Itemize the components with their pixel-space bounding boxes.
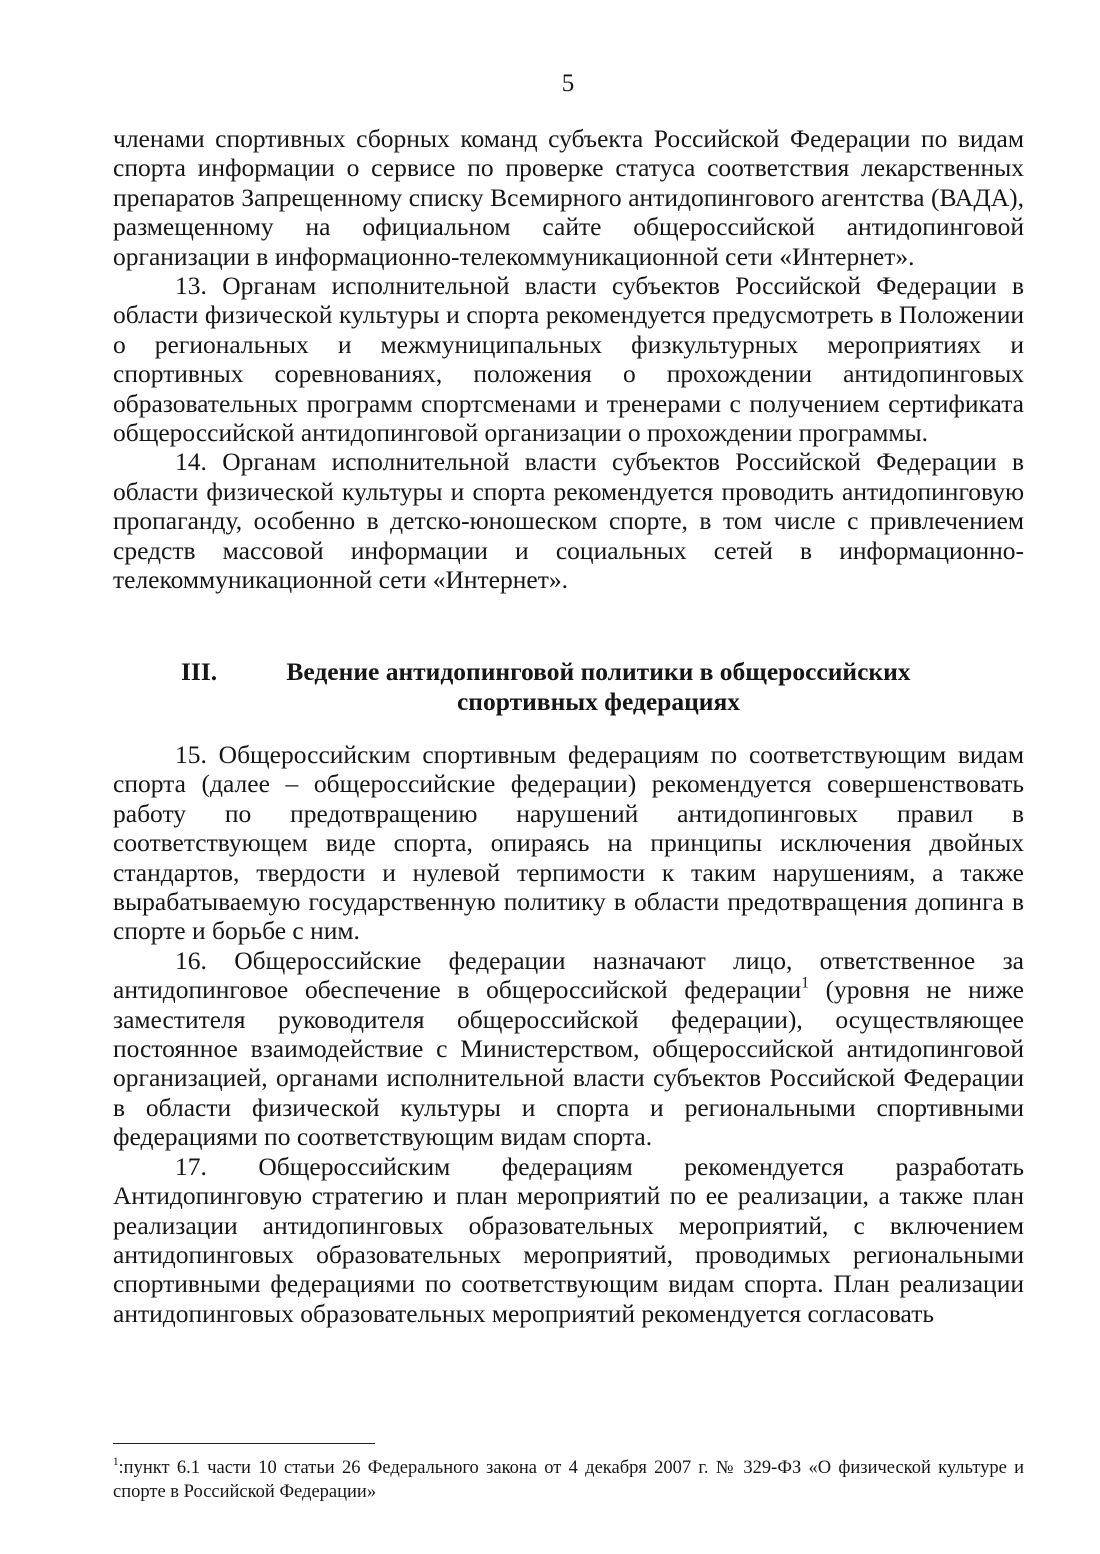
- paragraph-13: 13. Органам исполнительной власти субъектов Российской Федерации в области физической культуры и спорта рекомендуется предусмотреть в Положении о региональных и межмуниципальных физкультурных мероприятиях и спортивных соревнованиях, положения о прохождении антидопинговых образовательных программ спортсменами и тренерами с получением сертификата общероссийской антидопинговой организации о прохождении программы.: [113, 271, 1024, 448]
- section-title-line-2: спортивных федерациях: [456, 687, 741, 716]
- footnote-text: :пункт 6.1 части 10 статьи 26 Федерального закона от 4 декабря 2007 г. № 329-ФЗ «О физической культуре и спорте в Российской Федерации»: [113, 1458, 1024, 1502]
- section-title-line-1: Ведение антидопинговой политики в общероссийских: [286, 657, 911, 686]
- footnote-reference: 1: [801, 974, 809, 992]
- section-number: III.: [181, 657, 218, 686]
- paragraph-14: 14. Органам исполнительной власти субъектов Российской Федерации в области физической культуры и спорта рекомендуется проводить антидопинговую пропаганду, особенно в детско-юношеском спорте, в том числе с привлечением средств массовой информации и социальных сетей в информационно-телекоммуникационной сети «Интернет».: [113, 447, 1024, 595]
- paragraph-16-part-1: 16. Общероссийские федерации назначают лицо, ответственное за антидопинговое обеспечение в общероссийской федерации: [113, 945, 1024, 1005]
- paragraph-17: 17. Общероссийским федерациям рекомендуется разработать Антидопинговую стратегию и план мероприятий по ее реализации, а также план реализации антидопинговых образовательных мероприятий, с включением антидопинговых образовательных мероприятий, проводимых региональными спортивными федерациями по соответствующим видам спорта. План реализации антидопинговых образовательных мероприятий рекомендуется согласовать: [113, 1151, 1024, 1328]
- page-number: 5: [561, 70, 575, 97]
- paragraph-16-part-2: (уровня не ниже заместителя руководителя общероссийской федерации), осуществляющее постоянное взаимодействие с Министерством, общероссийской антидопинговой организацией, органами исполнительной власти субъектов Российской Федерации в области физической культуры и спорта и региональными спортивными федерациями по соответствующим видам спорта.: [113, 975, 1024, 1152]
- body-text-bottom: [113, 740, 1024, 1328]
- paragraph-continuation: членами спортивных сборных команд субъекта Российской Федерации по видам спорта информации о сервисе по проверке статуса соответствия лекарственных препаратов Запрещенному списку Всемирного антидопингового агентства (ВАДА), размещенному на официальном сайте общероссийской антидопинговой организации в информационно-телекоммуникационной сети «Интернет».: [113, 124, 1024, 271]
- body-text-top: [113, 124, 1024, 595]
- paragraph-16: [113, 946, 1024, 1152]
- footnote-mark: 1: [113, 1456, 119, 1469]
- footnote: [113, 1456, 1024, 1504]
- paragraph-15: 15. Общероссийским спортивным федерациям по соответствующим видам спорта (далее – общероссийские федерации) рекомендуется совершенствовать работу по предотвращению нарушений антидопинговых правил в соответствующем виде спорта, опираясь на принципы исключения двойных стандартов, твердости и нулевой терпимости к таким нарушениям, а также вырабатываемую государственную политику в области предотвращения допинга в спорте и борьбе с ним.: [113, 740, 1024, 946]
- section-heading: [113, 657, 1024, 717]
- section-title: [113, 657, 1024, 717]
- footnote-separator: [113, 1443, 375, 1444]
